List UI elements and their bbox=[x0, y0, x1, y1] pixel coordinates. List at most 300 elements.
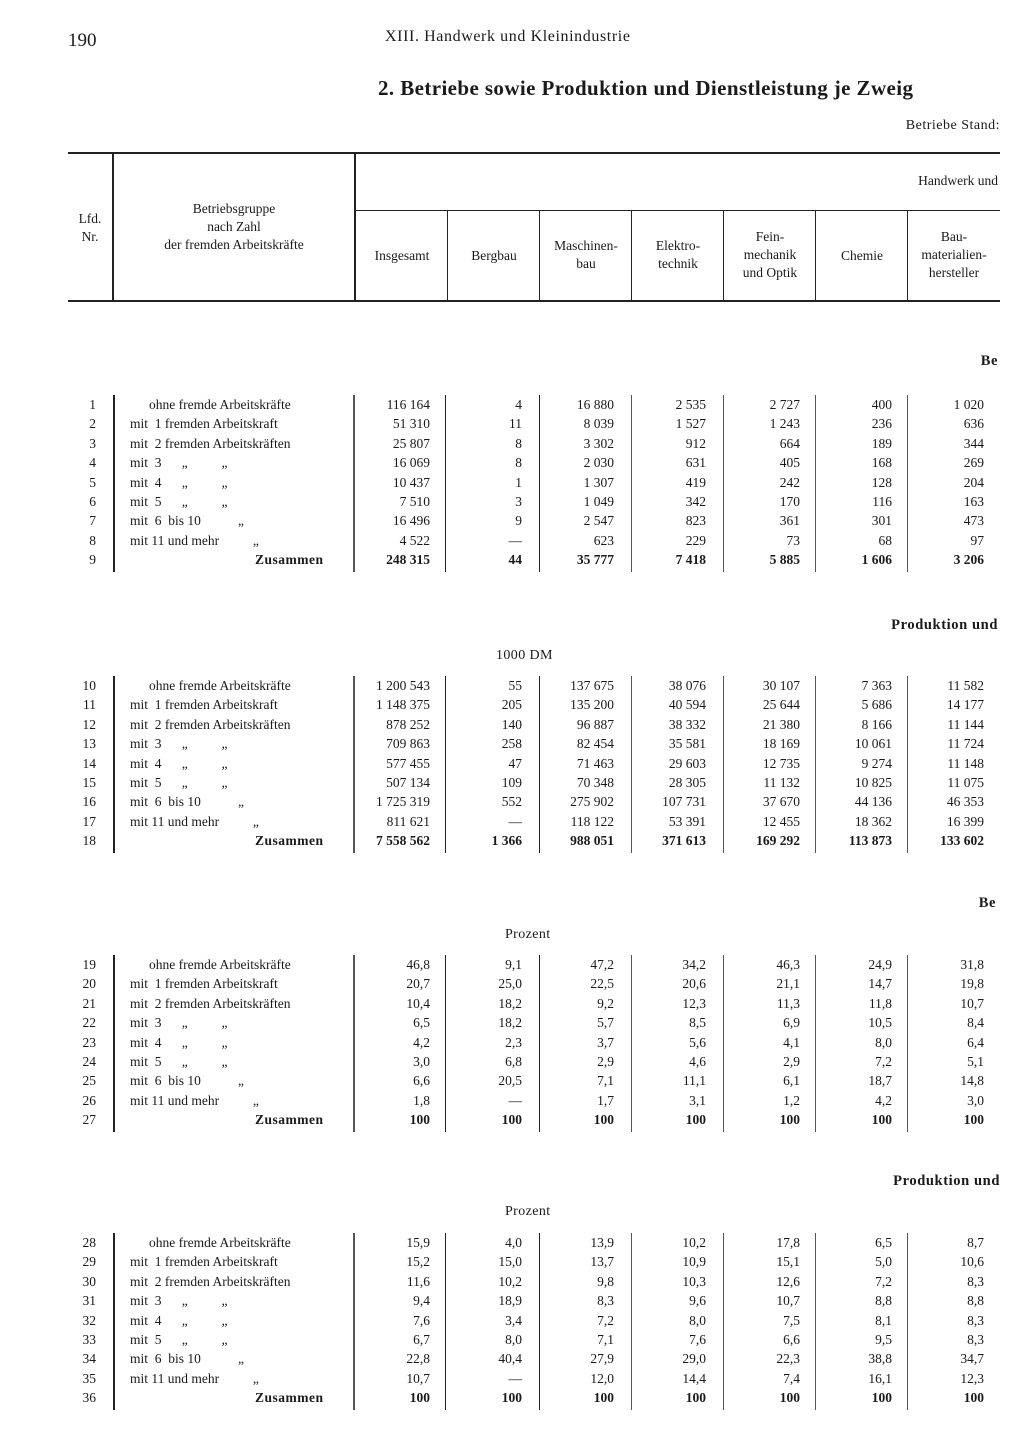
cell-value: 623 bbox=[593, 532, 614, 548]
cell-value: 10 825 bbox=[854, 775, 892, 790]
cell-value: 11,1 bbox=[682, 1073, 706, 1089]
row-label: Zusammen bbox=[255, 1390, 324, 1406]
table-row bbox=[0, 736, 1024, 755]
cell-value: 9,1 bbox=[505, 957, 522, 972]
cell-value: 229 bbox=[685, 532, 706, 548]
cell-value: 419 bbox=[685, 474, 706, 490]
cell-value: 100 bbox=[685, 1390, 706, 1406]
cell-value: 11 bbox=[509, 416, 522, 432]
cell-value: 35 581 bbox=[668, 736, 706, 752]
table-row bbox=[0, 717, 1024, 736]
cell-value: 636 bbox=[963, 416, 984, 432]
table-row bbox=[0, 1093, 1024, 1112]
cell-value: 133 602 bbox=[940, 833, 984, 849]
group-header-line: nach Zahl bbox=[207, 219, 261, 235]
row-label: Zusammen bbox=[255, 833, 324, 849]
cell-value: 38 076 bbox=[668, 678, 706, 693]
cell-value: 28 305 bbox=[668, 775, 706, 790]
row-label: mit 5 „ „ bbox=[130, 775, 228, 790]
row-label: mit 1 fremden Arbeitskraft bbox=[130, 416, 278, 432]
column-header-line: materialien- bbox=[921, 246, 987, 262]
cell-value: 10 061 bbox=[854, 736, 892, 752]
table-row bbox=[0, 513, 1024, 532]
cell-value: 1 148 375 bbox=[376, 697, 430, 713]
cell-value: 4,2 bbox=[413, 1034, 430, 1050]
table-row bbox=[0, 1235, 1024, 1254]
cell-value: 7 510 bbox=[399, 494, 430, 509]
table-row bbox=[0, 455, 1024, 474]
cell-value: 97 bbox=[970, 532, 984, 548]
cell-value: 7,2 bbox=[597, 1312, 614, 1328]
cell-value: 6,8 bbox=[505, 1054, 522, 1069]
cell-value: 6,6 bbox=[783, 1332, 800, 1347]
cell-value: 18,2 bbox=[498, 995, 522, 1011]
row-label: mit 1 fremden Arbeitskraft bbox=[130, 976, 278, 992]
table-row bbox=[0, 976, 1024, 995]
row-number: 29 bbox=[82, 1254, 96, 1270]
table-row bbox=[0, 697, 1024, 716]
row-number: 18 bbox=[82, 833, 96, 849]
cell-value: 6,6 bbox=[413, 1073, 430, 1089]
row-number: 33 bbox=[82, 1332, 96, 1347]
table-row bbox=[0, 814, 1024, 833]
cell-value: 8,8 bbox=[967, 1293, 984, 1309]
cell-value: 71 463 bbox=[576, 755, 614, 771]
cell-value: 12 735 bbox=[762, 755, 800, 771]
cell-value: 38,8 bbox=[868, 1351, 892, 1367]
column-header-line: Fein- bbox=[755, 228, 785, 244]
row-label: mit 11 und mehr „ bbox=[130, 813, 259, 829]
cell-value: 7,1 bbox=[597, 1332, 614, 1347]
cell-value: 22,8 bbox=[406, 1351, 430, 1367]
cell-value: 3,0 bbox=[413, 1054, 430, 1069]
row-number: 28 bbox=[82, 1235, 96, 1250]
column-header-line: Bergbau bbox=[471, 247, 517, 263]
cell-value: 25,0 bbox=[498, 976, 522, 992]
row-label: mit 6 bis 10 „ bbox=[130, 1351, 244, 1367]
cell-value: 13,7 bbox=[590, 1254, 614, 1270]
cell-value: — bbox=[508, 532, 522, 548]
cell-value: 9,2 bbox=[597, 995, 614, 1011]
cell-value: 2 535 bbox=[675, 397, 706, 412]
span-rule bbox=[356, 210, 1000, 211]
cell-value: 4 522 bbox=[399, 532, 430, 548]
cell-value: 7,2 bbox=[875, 1054, 892, 1069]
cell-value: 70 348 bbox=[576, 775, 614, 790]
cell-value: 15,0 bbox=[498, 1254, 522, 1270]
row-label: ohne fremde Arbeitskräfte bbox=[149, 1235, 291, 1250]
stand-label: Betriebe Stand: bbox=[905, 118, 1000, 133]
cell-value: 709 863 bbox=[386, 736, 430, 752]
cell-value: 3 206 bbox=[953, 552, 984, 568]
column-header bbox=[540, 237, 632, 273]
table-row bbox=[0, 1254, 1024, 1273]
cell-value: 988 051 bbox=[570, 833, 614, 849]
cell-value: 2,3 bbox=[505, 1034, 522, 1050]
cell-value: 11 144 bbox=[947, 716, 984, 732]
table-row bbox=[0, 678, 1024, 697]
cell-value: 5 686 bbox=[861, 697, 892, 713]
cell-value: 113 873 bbox=[848, 833, 892, 849]
cell-value: 9 274 bbox=[861, 755, 892, 771]
cell-value: 46,3 bbox=[776, 957, 800, 972]
cell-value: 40 594 bbox=[668, 697, 706, 713]
cell-value: 100 bbox=[871, 1390, 892, 1406]
row-number: 11 bbox=[83, 697, 96, 713]
page-number: 190 bbox=[68, 30, 97, 51]
cell-value: 3,4 bbox=[505, 1312, 522, 1328]
cell-value: 100 bbox=[593, 1390, 614, 1406]
table-row bbox=[0, 1054, 1024, 1073]
cell-value: 6,5 bbox=[413, 1015, 430, 1031]
cell-value: — bbox=[508, 813, 522, 829]
cell-value: 47 bbox=[508, 755, 522, 771]
row-number: 14 bbox=[82, 755, 96, 771]
cell-value: 8,0 bbox=[689, 1312, 706, 1328]
table-row bbox=[0, 1332, 1024, 1351]
table-title: 2. Betriebe sowie Produktion und Dienstleistung je Zweig bbox=[378, 76, 914, 100]
table-row bbox=[0, 436, 1024, 455]
row-number: 27 bbox=[82, 1112, 96, 1128]
cell-value: 8,3 bbox=[967, 1273, 984, 1289]
row-label: mit 2 fremden Arbeitskräften bbox=[130, 995, 291, 1011]
cell-value: 4,1 bbox=[783, 1034, 800, 1050]
cell-value: 24,9 bbox=[868, 957, 892, 972]
row-number: 32 bbox=[82, 1312, 96, 1328]
cell-value: 29,0 bbox=[682, 1351, 706, 1367]
cell-value: 100 bbox=[963, 1112, 984, 1128]
cell-value: 118 122 bbox=[570, 813, 614, 829]
cell-value: 15,1 bbox=[776, 1254, 800, 1270]
cell-value: 109 bbox=[501, 775, 522, 790]
cell-value: 11,3 bbox=[776, 995, 800, 1011]
cell-value: 11,6 bbox=[406, 1273, 430, 1289]
cell-value: 8 bbox=[515, 435, 522, 451]
cell-value: 242 bbox=[779, 474, 800, 490]
cell-value: 18,2 bbox=[498, 1015, 522, 1031]
cell-value: 8,0 bbox=[505, 1332, 522, 1347]
column-header bbox=[816, 247, 908, 265]
cell-value: 664 bbox=[779, 435, 800, 451]
row-label: mit 4 „ „ bbox=[130, 755, 228, 771]
cell-value: 137 675 bbox=[570, 678, 614, 693]
table-row bbox=[0, 1351, 1024, 1370]
cell-value: 12,0 bbox=[590, 1370, 614, 1386]
cell-value: 10,6 bbox=[960, 1254, 984, 1270]
column-header-line: Bau- bbox=[940, 228, 968, 244]
cell-value: 169 292 bbox=[756, 833, 800, 849]
row-label: mit 3 „ „ bbox=[130, 1015, 228, 1031]
cell-value: 20,5 bbox=[498, 1073, 522, 1089]
cell-value: 2 030 bbox=[583, 455, 614, 471]
row-number: 3 bbox=[89, 435, 96, 451]
unit-label: Prozent bbox=[505, 1204, 551, 1219]
cell-value: 10,5 bbox=[868, 1015, 892, 1031]
cell-value: 100 bbox=[871, 1112, 892, 1128]
cell-value: 400 bbox=[871, 397, 892, 412]
cell-value: 12,3 bbox=[960, 1370, 984, 1386]
cell-value: 21 380 bbox=[762, 716, 800, 732]
cell-value: 361 bbox=[779, 513, 800, 529]
row-number: 15 bbox=[82, 775, 96, 790]
cell-value: 38 332 bbox=[668, 716, 706, 732]
row-number: 25 bbox=[82, 1073, 96, 1089]
cell-value: 19,8 bbox=[960, 976, 984, 992]
cell-value: 14 177 bbox=[946, 697, 984, 713]
cell-value: 168 bbox=[871, 455, 892, 471]
cell-value: 6,7 bbox=[413, 1332, 430, 1347]
cell-value: 14,4 bbox=[682, 1370, 706, 1386]
row-number: 13 bbox=[82, 736, 96, 752]
cell-value: 269 bbox=[963, 455, 984, 471]
cell-value: 11 148 bbox=[947, 755, 984, 771]
cell-value: 811 621 bbox=[386, 813, 430, 829]
cell-value: 2 547 bbox=[583, 513, 614, 529]
cell-value: 53 391 bbox=[668, 813, 706, 829]
group-header-line: der fremden Arbeitskräfte bbox=[164, 237, 304, 253]
cell-value: 7,5 bbox=[783, 1312, 800, 1328]
lfd-label: Lfd. bbox=[78, 211, 102, 226]
cell-value: 25 644 bbox=[762, 697, 800, 713]
cell-value: 1,8 bbox=[413, 1092, 430, 1108]
cell-value: 6,1 bbox=[783, 1073, 800, 1089]
cell-value: 20,7 bbox=[406, 976, 430, 992]
cell-value: 7,1 bbox=[597, 1073, 614, 1089]
cell-value: 577 455 bbox=[386, 755, 430, 771]
cell-value: 15,9 bbox=[406, 1235, 430, 1250]
table-row bbox=[0, 416, 1024, 435]
cell-value: 11 582 bbox=[947, 678, 984, 693]
row-label: mit 1 fremden Arbeitskraft bbox=[130, 697, 278, 713]
cell-value: 12,3 bbox=[682, 995, 706, 1011]
cell-value: 1 527 bbox=[675, 416, 706, 432]
table-row bbox=[0, 957, 1024, 976]
cell-value: 258 bbox=[501, 736, 522, 752]
row-label: mit 5 „ „ bbox=[130, 1054, 228, 1069]
row-label: Zusammen bbox=[255, 552, 324, 568]
row-label: mit 1 fremden Arbeitskraft bbox=[130, 1254, 278, 1270]
cell-value: 6,4 bbox=[967, 1034, 984, 1050]
column-header-line: Insgesamt bbox=[374, 247, 430, 263]
cell-value: 342 bbox=[685, 494, 706, 509]
row-label: mit 5 „ „ bbox=[130, 1332, 228, 1347]
total-row bbox=[0, 1390, 1024, 1409]
cell-value: 100 bbox=[501, 1390, 522, 1406]
cell-value: 18 362 bbox=[854, 813, 892, 829]
column-header bbox=[908, 228, 1000, 283]
column-header bbox=[356, 247, 448, 265]
group-header bbox=[114, 200, 354, 255]
cell-value: 205 bbox=[501, 697, 522, 713]
column-header-line: hersteller bbox=[928, 264, 980, 280]
row-number: 12 bbox=[82, 716, 96, 732]
cell-value: 7,4 bbox=[783, 1370, 800, 1386]
total-row bbox=[0, 1112, 1024, 1131]
row-label: mit 6 bis 10 „ bbox=[130, 1073, 244, 1089]
row-label: mit 11 und mehr „ bbox=[130, 532, 259, 548]
table-row bbox=[0, 775, 1024, 794]
cell-value: 1,2 bbox=[783, 1092, 800, 1108]
section-title: Be bbox=[978, 895, 996, 911]
header-top-rule bbox=[68, 152, 1000, 154]
span-header: Handwerk und bbox=[918, 173, 998, 188]
running-header: XIII. Handwerk und Kleinindustrie bbox=[385, 28, 631, 45]
cell-value: 3 bbox=[515, 494, 522, 509]
cell-value: 6,9 bbox=[783, 1015, 800, 1031]
cell-value: 12 455 bbox=[762, 813, 800, 829]
section-title: Be bbox=[980, 353, 998, 369]
cell-value: 16 496 bbox=[392, 513, 430, 529]
cell-value: 73 bbox=[786, 532, 800, 548]
cell-value: 4,0 bbox=[505, 1235, 522, 1250]
cell-value: 7,6 bbox=[413, 1312, 430, 1328]
row-number: 21 bbox=[82, 995, 96, 1011]
cell-value: 9,6 bbox=[689, 1293, 706, 1309]
cell-value: 100 bbox=[409, 1112, 430, 1128]
cell-value: 44 bbox=[508, 552, 522, 568]
cell-value: 8,7 bbox=[967, 1235, 984, 1250]
cell-value: 1,7 bbox=[597, 1092, 614, 1108]
column-header bbox=[448, 247, 540, 265]
cell-value: 16,1 bbox=[868, 1370, 892, 1386]
cell-value: 1 606 bbox=[861, 552, 892, 568]
cell-value: 100 bbox=[779, 1112, 800, 1128]
column-header-line: Maschinen- bbox=[554, 238, 618, 253]
cell-value: 68 bbox=[878, 532, 892, 548]
cell-value: 8 bbox=[515, 455, 522, 471]
cell-value: 1 bbox=[515, 474, 522, 490]
row-number: 17 bbox=[82, 813, 96, 829]
cell-value: 10,7 bbox=[776, 1293, 800, 1309]
table-row bbox=[0, 1274, 1024, 1293]
cell-value: 7 363 bbox=[861, 678, 892, 693]
cell-value: 6,5 bbox=[875, 1235, 892, 1250]
cell-value: — bbox=[508, 1370, 522, 1386]
cell-value: 10,7 bbox=[960, 995, 984, 1011]
row-label: mit 3 „ „ bbox=[130, 1293, 228, 1309]
cell-value: 22,5 bbox=[590, 976, 614, 992]
cell-value: 3 302 bbox=[583, 435, 614, 451]
cell-value: 96 887 bbox=[576, 716, 614, 732]
unit-label: Prozent bbox=[505, 927, 551, 942]
row-label: mit 3 „ „ bbox=[130, 736, 228, 752]
cell-value: 47,2 bbox=[590, 957, 614, 972]
cell-value: 55 bbox=[508, 678, 522, 693]
cell-value: 8 166 bbox=[861, 716, 892, 732]
cell-value: 10,2 bbox=[682, 1235, 706, 1250]
cell-value: 9 bbox=[515, 513, 522, 529]
cell-value: 7 418 bbox=[675, 552, 706, 568]
cell-value: 11 724 bbox=[947, 736, 984, 752]
cell-value: 1 307 bbox=[583, 474, 614, 490]
cell-value: 2,9 bbox=[597, 1054, 614, 1069]
cell-value: 100 bbox=[593, 1112, 614, 1128]
cell-value: 34,7 bbox=[960, 1351, 984, 1367]
cell-value: 236 bbox=[871, 416, 892, 432]
row-number: 26 bbox=[82, 1092, 96, 1108]
cell-value: 189 bbox=[871, 435, 892, 451]
row-number: 10 bbox=[82, 678, 96, 693]
row-label: ohne fremde Arbeitskräfte bbox=[149, 397, 291, 412]
cell-value: 10,4 bbox=[406, 995, 430, 1011]
table-row bbox=[0, 475, 1024, 494]
cell-value: 100 bbox=[501, 1112, 522, 1128]
table-row bbox=[0, 996, 1024, 1015]
row-label: mit 2 fremden Arbeitskräften bbox=[130, 716, 291, 732]
row-label: mit 6 bis 10 „ bbox=[130, 513, 244, 529]
cell-value: 82 454 bbox=[576, 736, 614, 752]
cell-value: 100 bbox=[409, 1390, 430, 1406]
cell-value: 878 252 bbox=[386, 716, 430, 732]
cell-value: 12,6 bbox=[776, 1273, 800, 1289]
cell-value: 9,4 bbox=[413, 1293, 430, 1309]
cell-value: 100 bbox=[963, 1390, 984, 1406]
row-label: mit 2 fremden Arbeitskräften bbox=[130, 435, 291, 451]
row-label: mit 3 „ „ bbox=[130, 455, 228, 471]
row-label: mit 4 „ „ bbox=[130, 474, 228, 490]
cell-value: 35 777 bbox=[576, 552, 614, 568]
column-header-line: bau bbox=[576, 256, 596, 272]
section-title: Produktion und bbox=[891, 617, 998, 633]
cell-value: 8,3 bbox=[597, 1293, 614, 1309]
cell-value: 912 bbox=[685, 435, 706, 451]
cell-value: — bbox=[508, 1092, 522, 1108]
cell-value: 3,1 bbox=[689, 1092, 706, 1108]
row-label: mit 5 „ „ bbox=[130, 494, 228, 509]
table-row bbox=[0, 397, 1024, 416]
row-number: 4 bbox=[89, 455, 96, 471]
row-number: 35 bbox=[82, 1370, 96, 1386]
row-label: ohne fremde Arbeitskräfte bbox=[149, 957, 291, 972]
table-row bbox=[0, 494, 1024, 513]
cell-value: 8 039 bbox=[583, 416, 614, 432]
cell-value: 34,2 bbox=[682, 957, 706, 972]
cell-value: 10,7 bbox=[406, 1370, 430, 1386]
cell-value: 275 902 bbox=[570, 794, 614, 810]
cell-value: 11 132 bbox=[763, 775, 800, 790]
cell-value: 473 bbox=[963, 513, 984, 529]
cell-value: 1 049 bbox=[583, 494, 614, 509]
cell-value: 13,9 bbox=[590, 1235, 614, 1250]
cell-value: 14,8 bbox=[960, 1073, 984, 1089]
cell-value: 44 136 bbox=[854, 794, 892, 810]
row-number: 7 bbox=[89, 513, 96, 529]
table-row bbox=[0, 1015, 1024, 1034]
row-number: 23 bbox=[82, 1034, 96, 1050]
total-row bbox=[0, 552, 1024, 571]
cell-value: 344 bbox=[963, 435, 984, 451]
cell-value: 4 bbox=[515, 397, 522, 412]
cell-value: 8,8 bbox=[875, 1293, 892, 1309]
cell-value: 5,7 bbox=[597, 1015, 614, 1031]
row-label: mit 6 bis 10 „ bbox=[130, 794, 244, 810]
cell-value: 11 075 bbox=[947, 775, 984, 790]
row-number: 1 bbox=[89, 397, 96, 412]
cell-value: 16 880 bbox=[576, 397, 614, 412]
table-row bbox=[0, 1371, 1024, 1390]
cell-value: 5 885 bbox=[769, 552, 800, 568]
cell-value: 2,9 bbox=[783, 1054, 800, 1069]
cell-value: 21,1 bbox=[776, 976, 800, 992]
row-number: 19 bbox=[82, 957, 96, 972]
row-number: 24 bbox=[82, 1054, 96, 1069]
cell-value: 2 727 bbox=[769, 397, 800, 412]
cell-value: 8,3 bbox=[967, 1312, 984, 1328]
row-number: 34 bbox=[82, 1351, 96, 1367]
row-label: mit 11 und mehr „ bbox=[130, 1370, 259, 1386]
cell-value: 823 bbox=[685, 513, 706, 529]
cell-value: 248 315 bbox=[386, 552, 430, 568]
